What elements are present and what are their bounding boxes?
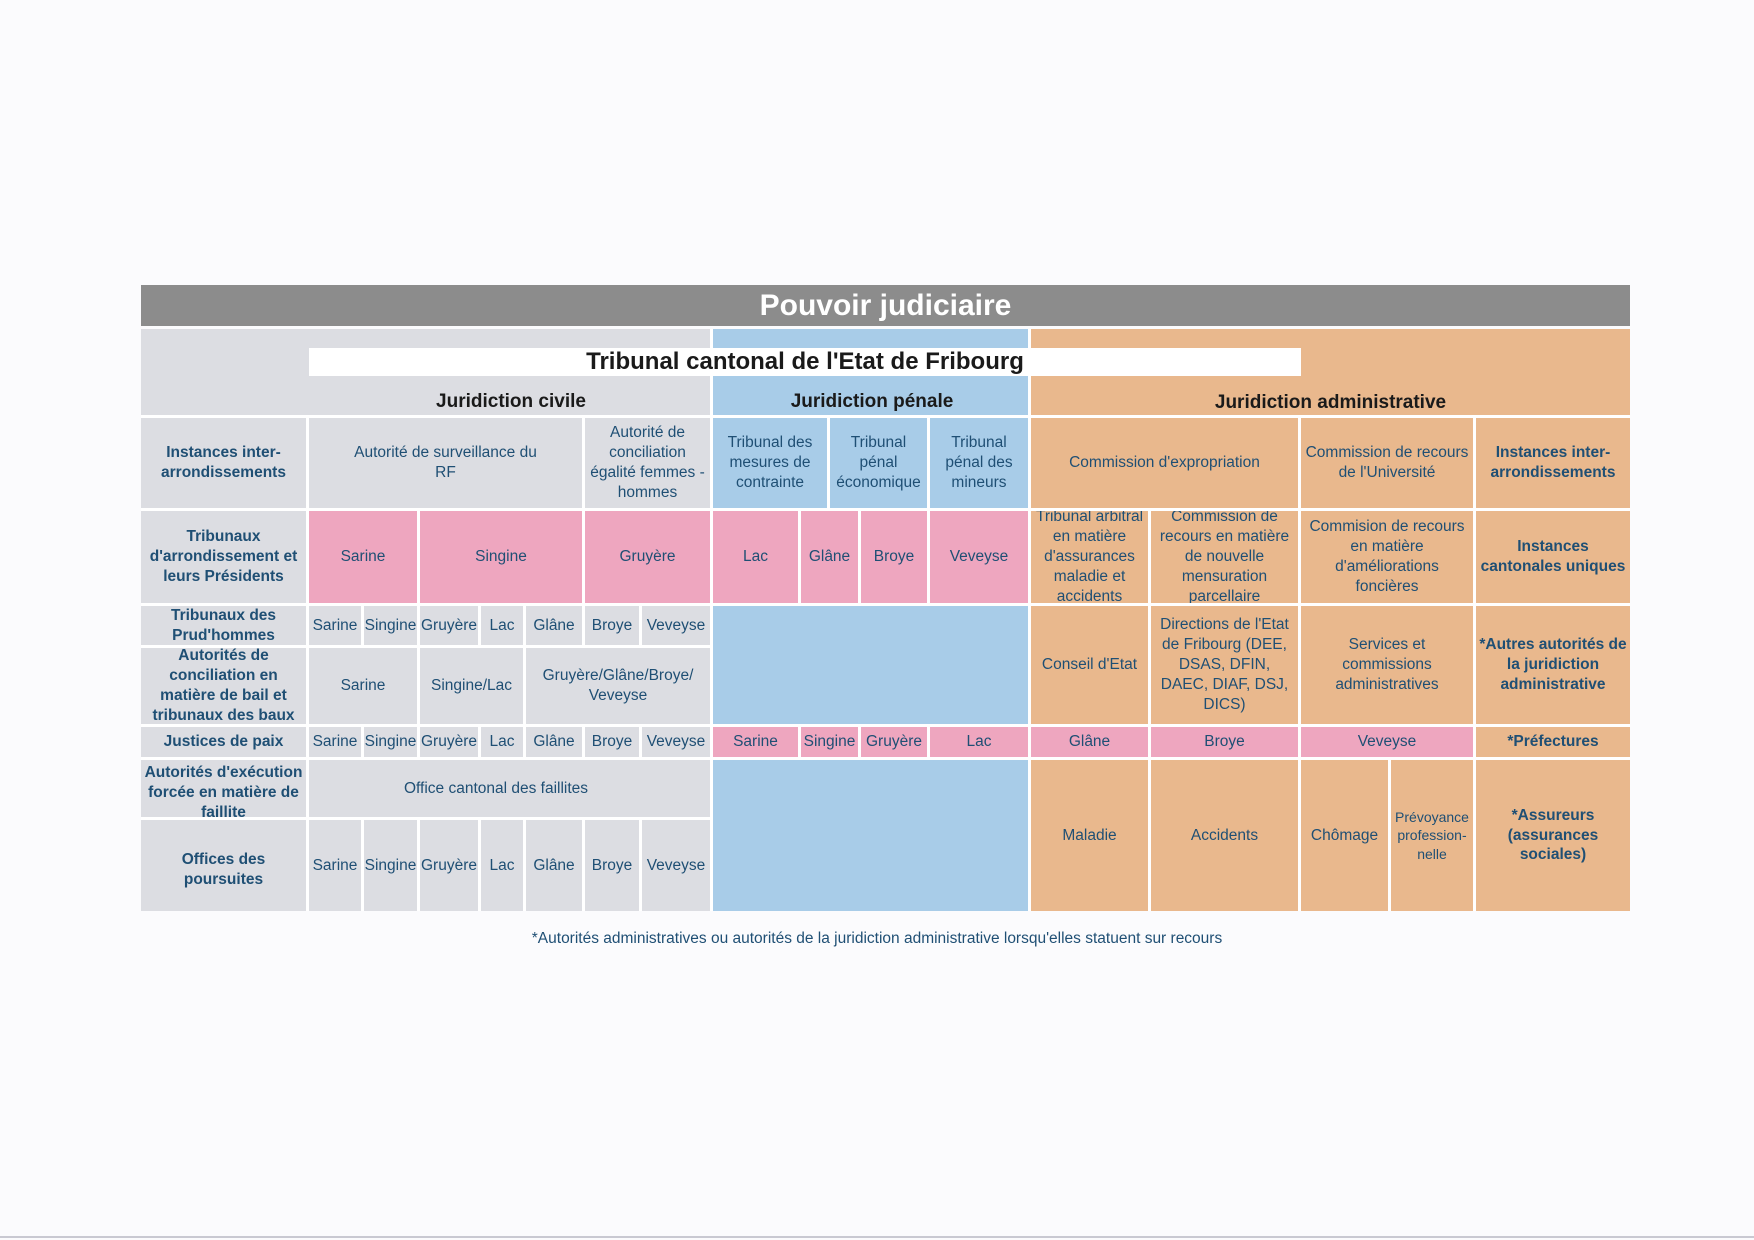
tribunal-gruyere: Gruyère (585, 511, 713, 606)
justices-civil-glane: Glâne (526, 727, 585, 760)
penal-economique-cell: Tribunal pénal économique (830, 418, 930, 511)
justices-penal-sarine: Sarine (713, 727, 801, 760)
tribunal-veveyse: Veveyse (930, 511, 1031, 606)
office-cantonal-faillites: Office cantonal des faillites (309, 760, 713, 820)
prudhommes-sarine: Sarine (309, 606, 364, 648)
chart-title: Pouvoir judiciaire (141, 285, 1630, 326)
justices-civil-singine: Singine (364, 727, 420, 760)
conciliation-gruyere-glane-broye-veveyse: Gruyère/Glâne/Broye/ Veveyse (526, 648, 713, 727)
row-label-justices: Justices de paix (141, 727, 309, 760)
prudhommes-glane: Glâne (526, 606, 585, 648)
offices-sarine: Sarine (309, 820, 364, 911)
offices-gruyere: Gruyère (420, 820, 481, 911)
justices-civil-lac: Lac (481, 727, 526, 760)
justices-civil-veveyse: Veveyse (642, 727, 713, 760)
tribunal-glane: Glâne (801, 511, 861, 606)
justices-penal-gruyere: Gruyère (861, 727, 930, 760)
row-label-execution: Autorités d'exécution forcée en matière de faillite (141, 760, 309, 820)
penal-mineurs-cell: Tribunal pénal des mineurs (930, 418, 1031, 511)
tribunal-singine: Singine (420, 511, 585, 606)
conseil-etat-cell: Conseil d'Etat (1031, 606, 1151, 727)
row-label-prudhommes: Tribunaux des Prud'hommes (141, 606, 309, 648)
row-label-offices: Offices des poursuites (141, 820, 309, 911)
footnote: *Autorités administratives ou autorités de la juridiction administrative lorsqu'elles statuent sur recours (531, 930, 1223, 947)
tribunal-broye: Broye (861, 511, 930, 606)
directions-etat-cell: Directions de l'Etat de Fribourg (DEE, DSAS, DFIN, DAEC, DIAF, DSJ, DICS) (1151, 606, 1301, 727)
surveillance-rf-cell: Autorité de surveillance du RF (309, 418, 585, 511)
justices-admin-glane: Glâne (1031, 727, 1151, 760)
prudhommes-gruyere: Gruyère (420, 606, 481, 648)
prevoyance-professionnelle-cell: Prévoyance profession-nelle (1391, 760, 1476, 911)
tribunal-lac: Lac (713, 511, 801, 606)
justices-civil-gruyere: Gruyère (420, 727, 481, 760)
services-commissions-cell: Services et commissions administratives (1301, 606, 1476, 727)
assureurs-cell: *Assureurs (assurances sociales) (1476, 760, 1630, 911)
recours-universite-cell: Commission de recours de l'Université (1301, 418, 1476, 511)
row-label-instances: Instances inter-arrondissements (141, 418, 309, 511)
justices-penal-singine: Singine (801, 727, 861, 760)
egalite-conciliation-cell: Autorité de conciliation égalité femmes - hommes (585, 418, 713, 511)
offices-broye: Broye (585, 820, 642, 911)
row-label-tribunaux: Tribunaux d'arrondissement et leurs Présidents (141, 511, 309, 606)
penal-jurisdiction-header: Juridiction pénale (790, 391, 954, 412)
administrative-jurisdiction-header: Juridiction administrative (1214, 392, 1447, 413)
autres-autorites-cell: *Autres autorités de la juridiction administrative (1476, 606, 1630, 727)
row-label-conciliation: Autorités de conciliation en matière de bail et tribunaux des baux (141, 648, 309, 727)
offices-glane: Glâne (526, 820, 585, 911)
penal-empty-block-lower (713, 760, 1031, 911)
page-edge-line (0, 1236, 1754, 1238)
justices-penal-lac: Lac (930, 727, 1031, 760)
penal-empty-block-upper (713, 606, 1031, 727)
civil-jurisdiction-header: Juridiction civile (436, 391, 586, 412)
tribunal-sarine: Sarine (309, 511, 420, 606)
conciliation-singine-lac: Singine/Lac (420, 648, 526, 727)
recours-mensuration-cell: Commission de recours en matière de nouvelle mensuration parcellaire (1151, 511, 1301, 606)
recours-ameliorations-cell: Commision de recours en matière d'améliorations foncières (1301, 511, 1476, 606)
assurance-chomage-cell: Chômage (1301, 760, 1391, 911)
justices-civil-sarine: Sarine (309, 727, 364, 760)
expropriation-cell: Commission d'expropriation (1031, 418, 1301, 511)
offices-veveyse: Veveyse (642, 820, 713, 911)
justices-admin-broye: Broye (1151, 727, 1301, 760)
assurance-maladie-cell: Maladie (1031, 760, 1151, 911)
instances-cantonales-cell: Instances cantonales uniques (1476, 511, 1630, 606)
justices-admin-veveyse: Veveyse (1301, 727, 1476, 760)
offices-singine: Singine (364, 820, 420, 911)
instances-inter-right-cell: Instances inter-arrondissements (1476, 418, 1630, 511)
prudhommes-singine: Singine (364, 606, 420, 648)
prudhommes-broye: Broye (585, 606, 642, 648)
assurance-accidents-cell: Accidents (1151, 760, 1301, 911)
tribunal-cantonal-label: Tribunal cantonal de l'Etat de Fribourg (309, 348, 1301, 376)
offices-lac: Lac (481, 820, 526, 911)
justices-civil-broye: Broye (585, 727, 642, 760)
tribunal-arbitral-cell: Tribunal arbitral en matière d'assurances maladie et accidents (1031, 511, 1151, 606)
prudhommes-lac: Lac (481, 606, 526, 648)
prefectures-cell: *Préfectures (1476, 727, 1630, 760)
prudhommes-veveyse: Veveyse (642, 606, 713, 648)
conciliation-sarine: Sarine (309, 648, 420, 727)
mesures-contrainte-cell: Tribunal des mesures de contrainte (713, 418, 830, 511)
